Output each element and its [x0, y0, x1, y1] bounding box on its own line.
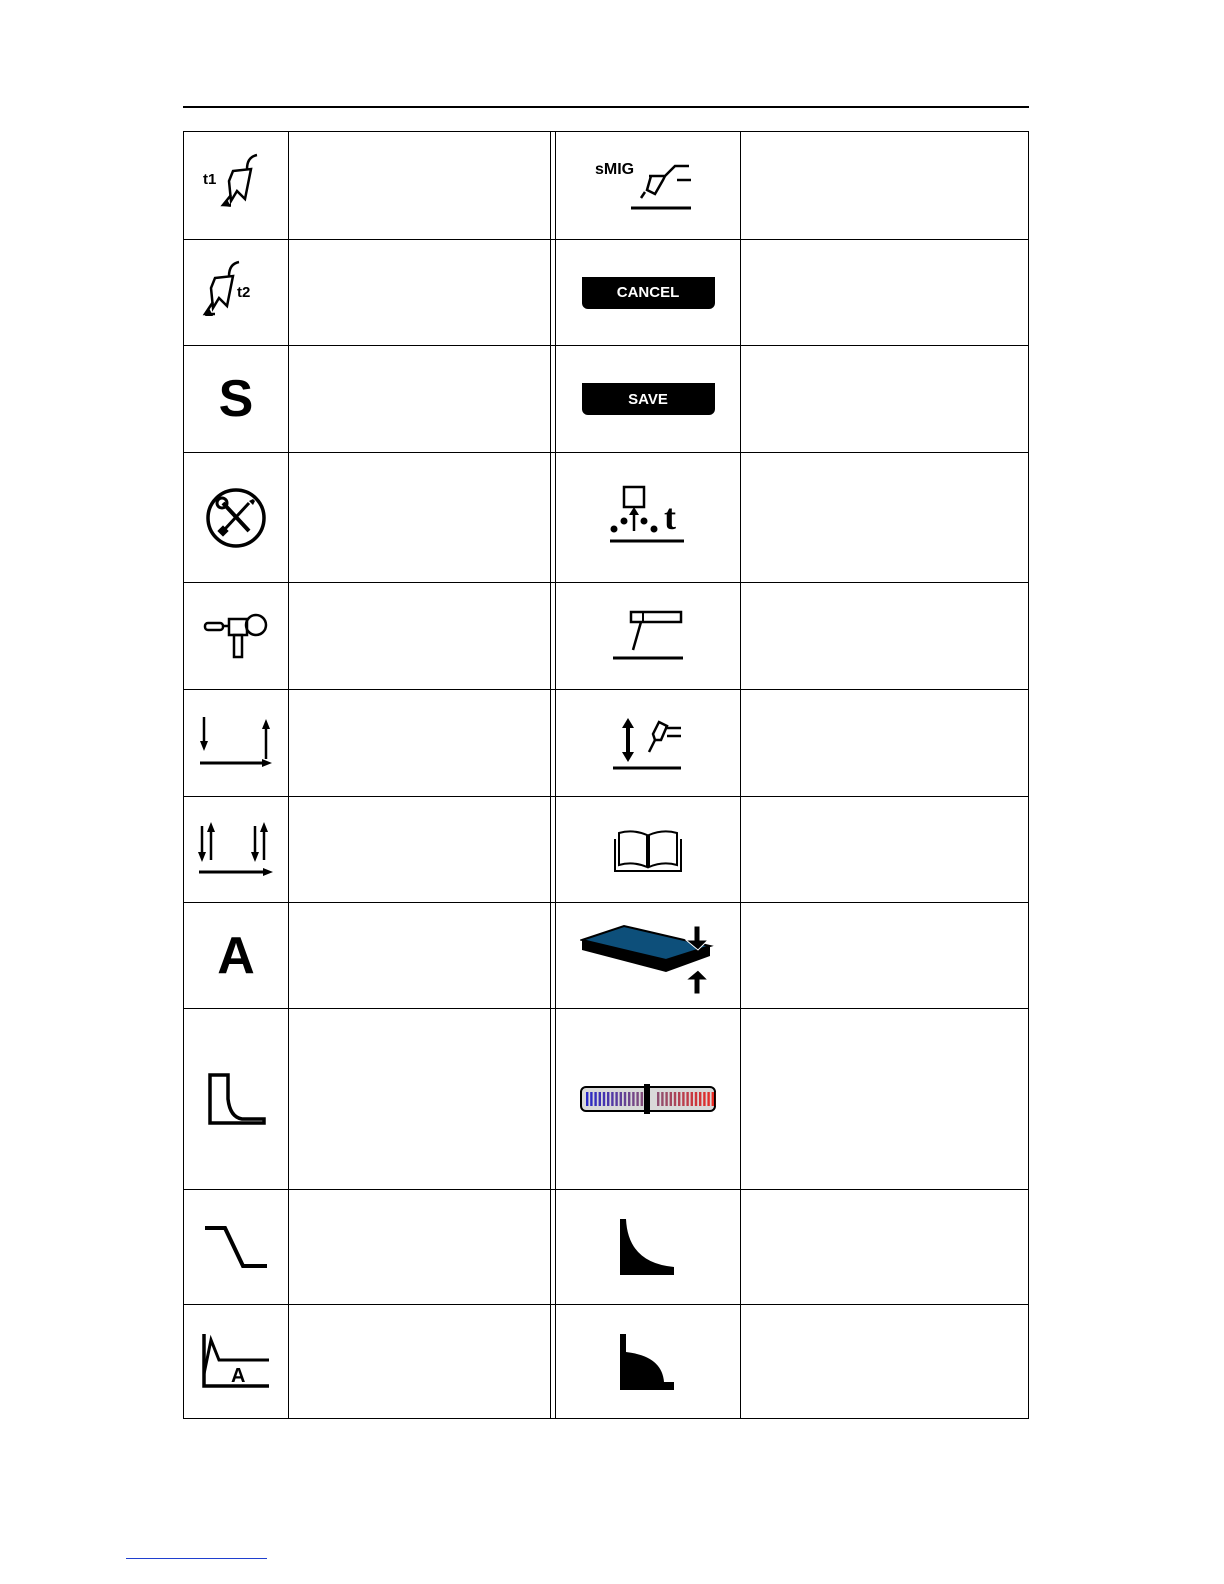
- scale-tick: [686, 1092, 688, 1106]
- scale-tick: [712, 1092, 714, 1106]
- cancel-button-icon: CANCEL: [582, 277, 715, 309]
- save-button-icon: SAVE: [582, 383, 715, 415]
- scale-tick: [682, 1092, 684, 1106]
- scale-tick: [707, 1092, 709, 1106]
- description: [741, 240, 1029, 345]
- icon-cell: [184, 797, 288, 902]
- icon-cell: [556, 903, 740, 1008]
- icon-cell: [184, 453, 288, 582]
- icon-cell: [184, 690, 288, 796]
- icon-cell: [556, 1190, 740, 1304]
- description: [741, 453, 1029, 582]
- description: [741, 1190, 1029, 1304]
- icon-cell: [556, 346, 740, 452]
- description: [289, 690, 550, 796]
- svg-text:t1: t1: [203, 170, 217, 188]
- scale-tick: [590, 1092, 592, 1106]
- scale-tick: [607, 1092, 609, 1106]
- scale-tick: [620, 1092, 622, 1106]
- description: [741, 346, 1029, 452]
- description: [289, 903, 550, 1008]
- icon-cell: [184, 903, 288, 1008]
- description: [289, 240, 550, 345]
- icon-cell: [184, 1190, 288, 1304]
- icon-cell: [556, 583, 740, 689]
- icon-cell: [184, 132, 288, 239]
- icon-cell: [556, 453, 740, 582]
- scale-tick: [661, 1092, 663, 1106]
- gas-valve-icon: [203, 611, 269, 661]
- description: [741, 903, 1029, 1008]
- scale-tick: [641, 1092, 643, 1106]
- letter-s-icon: S: [218, 370, 254, 428]
- scale-tick: [670, 1092, 672, 1106]
- symbol-table: [183, 131, 1029, 1419]
- scale-tick: [674, 1092, 676, 1106]
- scale-tick: [615, 1092, 617, 1106]
- icon-cell: [556, 1009, 740, 1189]
- description: [289, 346, 550, 452]
- scale-tick: [632, 1092, 634, 1106]
- scale-tick: [586, 1092, 588, 1106]
- icon-cell: [184, 1305, 288, 1419]
- tig-torch-icon: [611, 610, 685, 662]
- description: [741, 1305, 1029, 1419]
- scale-tick: [603, 1092, 605, 1106]
- description: [289, 132, 550, 239]
- scale-tick: [657, 1092, 659, 1106]
- svg-text:A: A: [231, 1365, 246, 1387]
- svg-text:t2: t2: [237, 283, 251, 301]
- icon-cell: [184, 1009, 288, 1189]
- scale-tick: [678, 1092, 680, 1106]
- curve-convex-icon: [618, 1332, 678, 1392]
- arc-characteristic-step-icon: [206, 1071, 266, 1127]
- description: [289, 583, 550, 689]
- description: [741, 132, 1029, 239]
- icon-cell: [184, 583, 288, 689]
- icon-cell: [184, 346, 288, 452]
- scale-tick: [611, 1092, 613, 1106]
- scale-tick: [636, 1092, 638, 1106]
- description: [289, 453, 550, 582]
- scale-tick: [594, 1092, 596, 1106]
- plate-thickness-icon: [580, 916, 716, 996]
- icon-cell: [556, 240, 740, 345]
- color-scale-slider-icon: [580, 1084, 716, 1114]
- icon-cell: [556, 797, 740, 902]
- scale-tick: [628, 1092, 630, 1106]
- description: [289, 1190, 550, 1304]
- icon-cell: [556, 1305, 740, 1419]
- two-stroke-trigger-icon: [198, 715, 274, 771]
- header-rule: [183, 106, 1029, 108]
- torch-height-adjust-icon: [611, 714, 685, 772]
- footer-link-underline[interactable]: [126, 1558, 267, 1559]
- gas-postflow-time-icon: [608, 483, 688, 553]
- hot-start-a-icon: [201, 1334, 271, 1390]
- trigger-t2-icon: [201, 258, 271, 328]
- svg-text:t: t: [664, 496, 676, 537]
- four-stroke-trigger-icon: [197, 822, 275, 878]
- letter-a-icon: A: [217, 926, 255, 985]
- description: [741, 1009, 1029, 1189]
- smig-torch-icon: [593, 156, 703, 216]
- description: [741, 797, 1029, 902]
- svg-text:sMIG: sMIG: [595, 160, 635, 178]
- scale-tick: [624, 1092, 626, 1106]
- description: [741, 583, 1029, 689]
- icon-cell: [184, 240, 288, 345]
- description: [289, 1009, 550, 1189]
- scale-tick: [665, 1092, 667, 1106]
- scale-tick: [599, 1092, 601, 1106]
- scale-tick: [699, 1092, 701, 1106]
- slope-down-icon: [203, 1224, 269, 1270]
- icon-cell: [556, 690, 740, 796]
- curve-concave-icon: [618, 1217, 678, 1277]
- tools-wrench-screwdriver-icon: [205, 487, 267, 549]
- description: [289, 1305, 550, 1419]
- scale-tick: [703, 1092, 705, 1106]
- description: [741, 690, 1029, 796]
- description: [289, 797, 550, 902]
- trigger-t1-icon: [201, 151, 271, 221]
- scale-tick: [695, 1092, 697, 1106]
- icon-cell: [556, 132, 740, 239]
- manual-book-icon: [613, 827, 683, 873]
- scale-tick: [691, 1092, 693, 1106]
